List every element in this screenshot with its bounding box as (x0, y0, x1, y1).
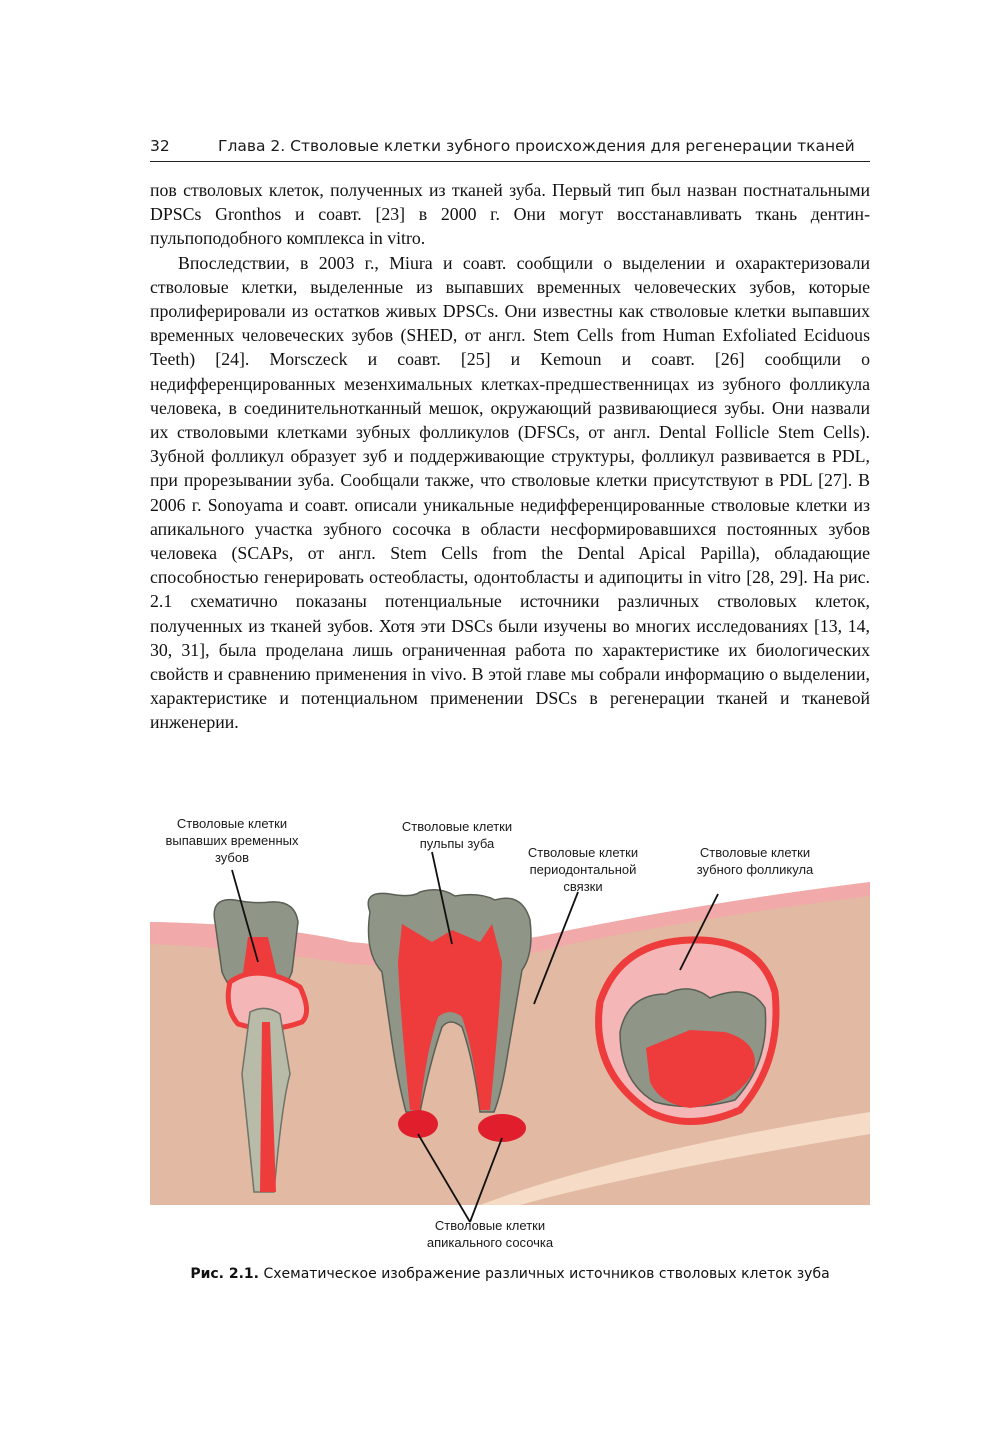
body-text (150, 178, 870, 735)
tooth-illustration (150, 812, 870, 1262)
figure-caption (150, 1266, 870, 1282)
paragraph-2: Впоследствии, в 2003 г., Miura и соавт. сообщили о выделении и охарактеризовали стволовые клетки, выделенные из выпавших временных человеческих зубов, которые пролиферировали из остатков живых DPSCs. Они известны как стволовые клетки выпавших временных человеческих зубов (SHED, от англ. Stem Cells from Human Exfoliated Eciduous Teeth) [24]. Morsczeck и соавт. [25] и Kemoun и соавт. [26] сообщили о недифференцированных мезенхимальных клетках-предшественницах из зубного фолликула человека, в соединительнотканный мешок, окружающий развивающиеся зубы. Они назвали их стволовыми клетками зубных фолликулов (DFSCs, от англ. Dental Follicle Stem Cells). Зубной фолликул образует зуб и поддерживающие структуры, фолликул развивается в PDL, при прорезывании зуба. Сообщали также, что стволовые клетки присутствуют в PDL [27]. В 2006 г. Sonoyama и соавт. описали уникальные недифференцированные стволовые клетки из апикального участка зубного сосочка в области несформировавшихся постоянных зубов человека (SCAPs, от англ. Stem Cells from the Dental Apical Papilla), обладающие способностью генерировать остеобласты, одонтобласты и адипоциты in vitro [28, 29]. На рис. 2.1 схематично показаны потенциальные источники различных стволовых клеток, полученных из тканей зубов. Хотя эти DSCs были изучены во многих исследованиях [13, 14, 30, 31], была проделана лишь ограниченная работа по характеристике их биологических свойств и сравнению применения in vivo. В этой главе мы собрали информацию о выделении, характеристике и потенциальном применении DSCs в регенерации тканей и тканевой инженерии. (150, 252, 870, 733)
figure-tooth-stem-cells (150, 812, 870, 1262)
page-number: 32 (150, 137, 170, 155)
paragraph-1: пов стволовых клеток, полученных из тканей зуба. Первый тип был назван постнатальными DPSCs Gronthos и соавт. [23] в 2000 г. Они могут восстанавливать ткань дентин-пульпоподобного комплекса in vitro. (150, 180, 870, 249)
chapter-title: Глава 2. Стволовые клетки зубного происхождения для регенерации тканей (218, 137, 855, 155)
developing-tooth (599, 940, 776, 1122)
label-follicle: Стволовые клетки зубного фолликула (696, 845, 814, 877)
label-pulp: Стволовые клетки пульпы зуба (401, 819, 513, 851)
label-pdl: Стволовые клетки периодонтальной связки (527, 845, 639, 894)
running-header (150, 133, 870, 162)
caption-label: Рис. 2.1. (190, 1266, 259, 1282)
caption-text: Схематическое изображение различных источников стволовых клеток зуба (263, 1266, 830, 1282)
label-shed: Стволовые клетки выпавших временных зубов (165, 816, 299, 865)
label-apical: Стволовые клетки апикального сосочка (426, 1218, 554, 1250)
